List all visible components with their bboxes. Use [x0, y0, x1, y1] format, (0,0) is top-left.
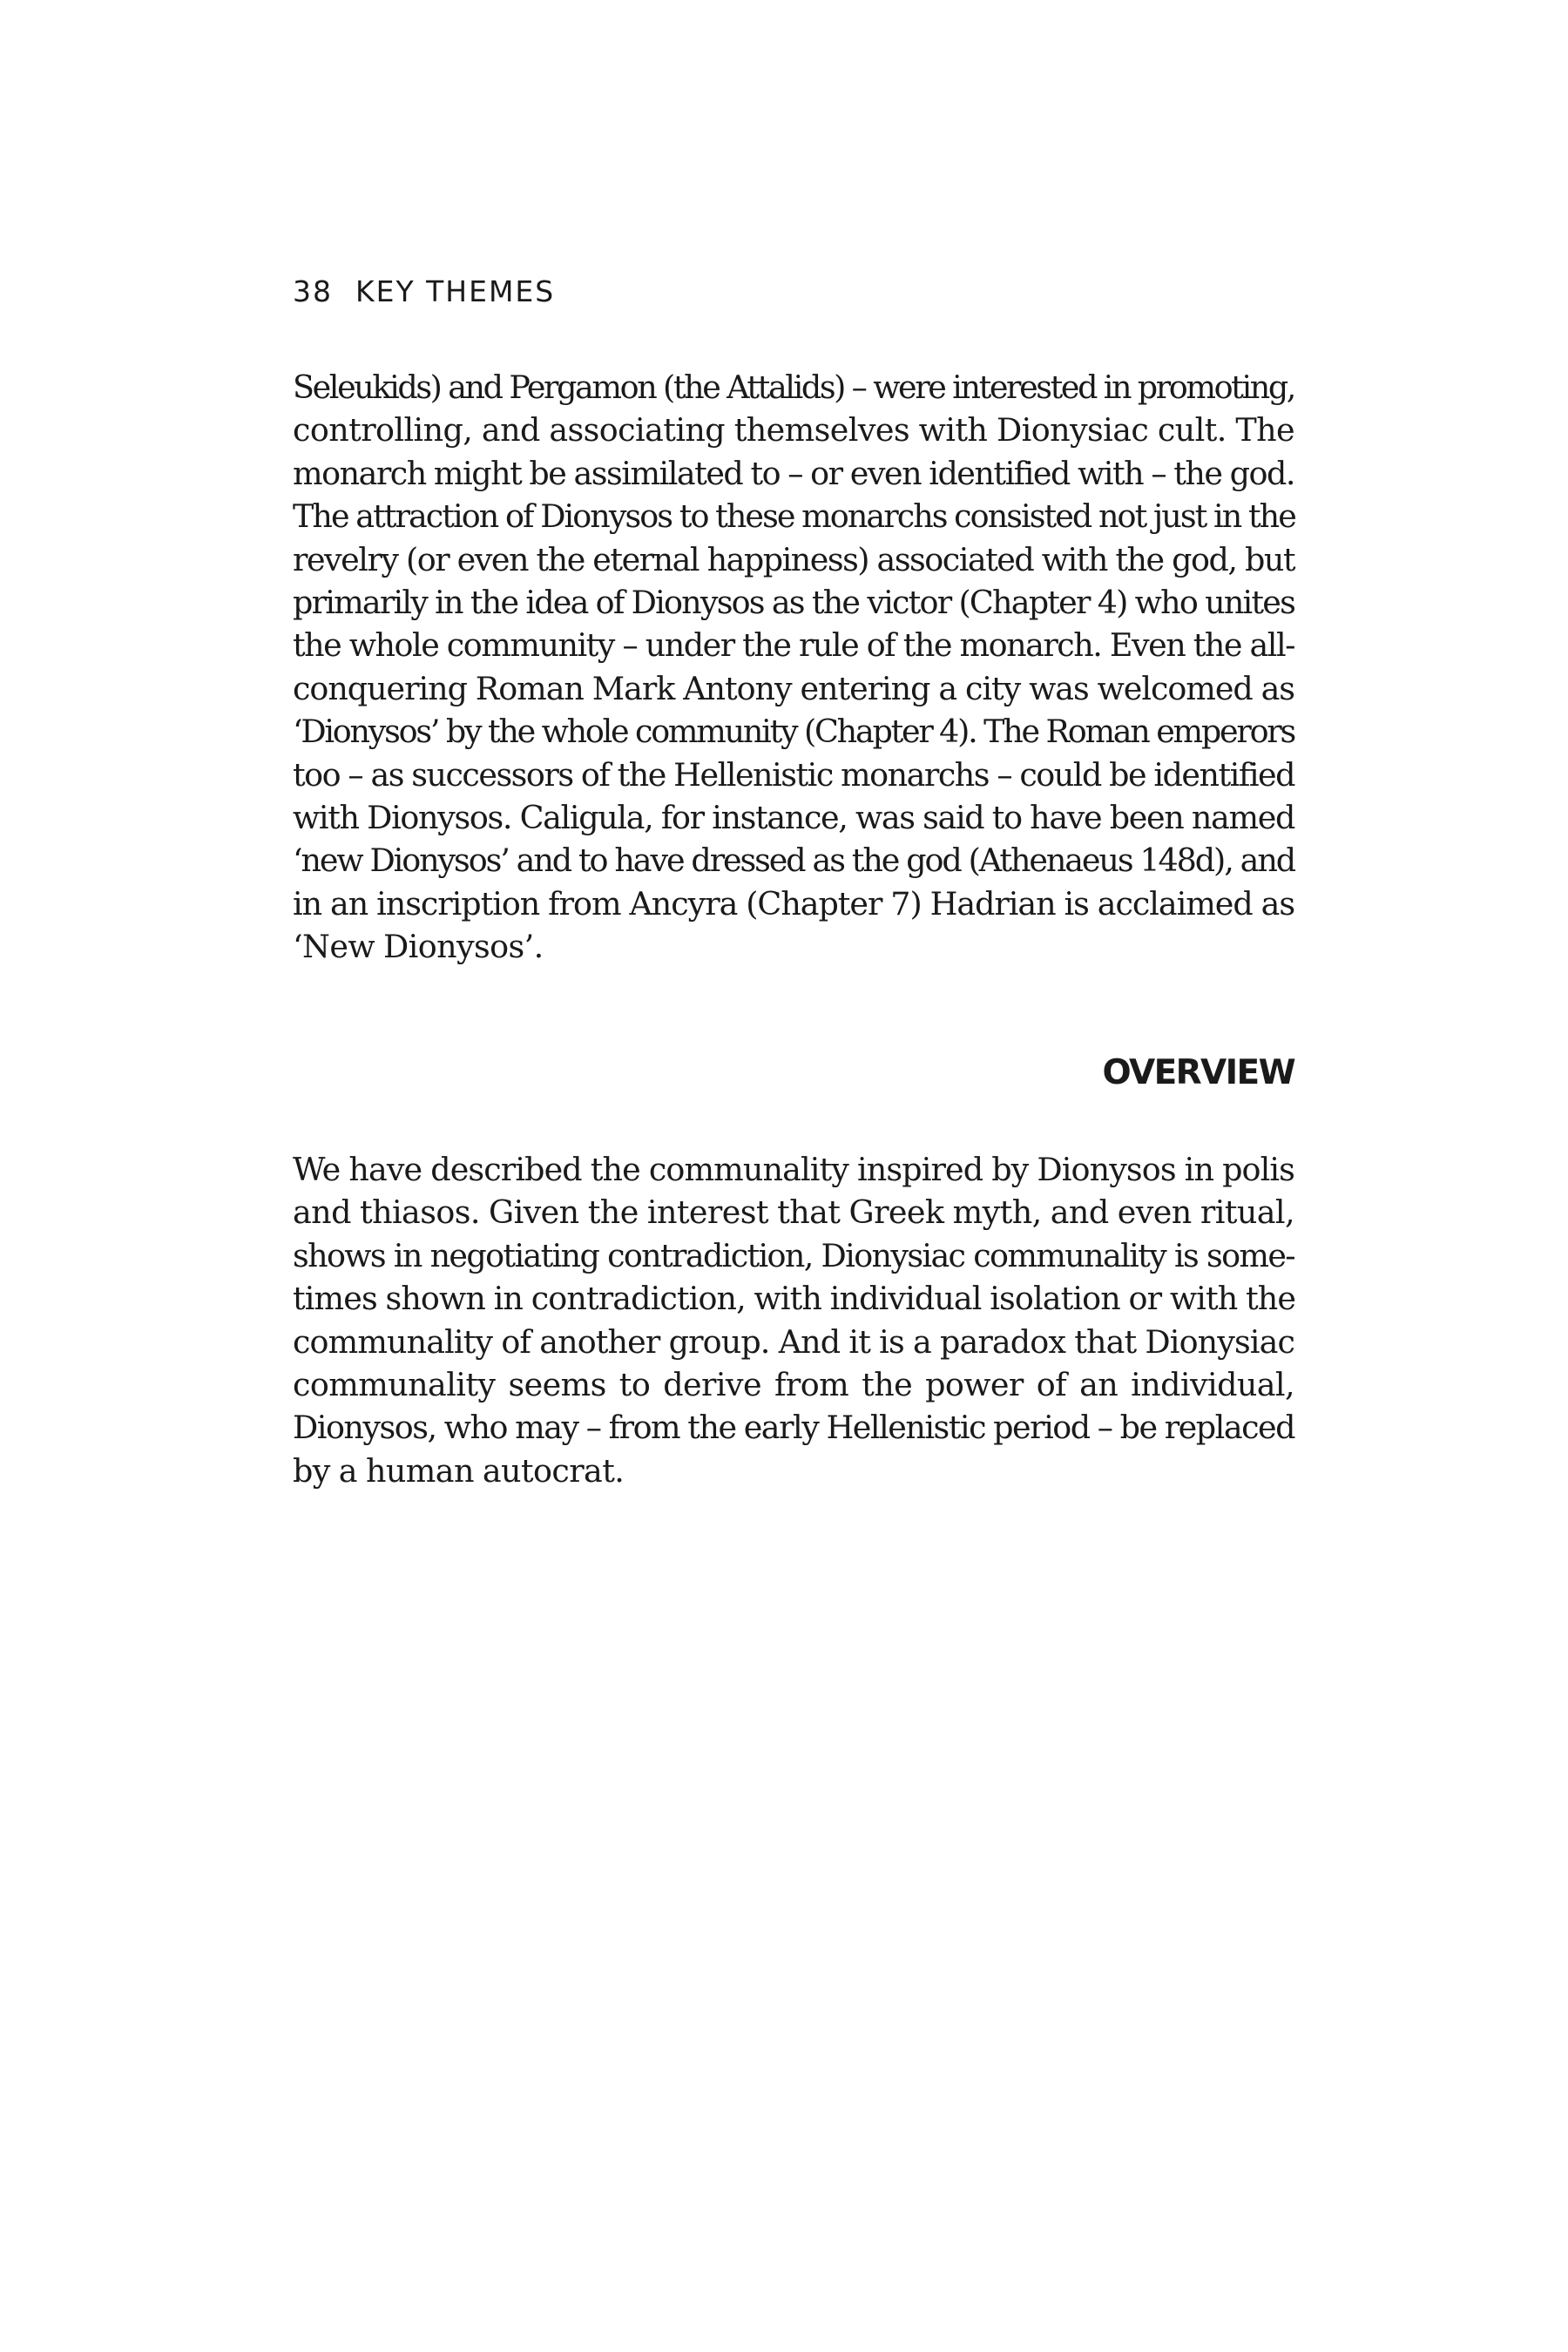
body-paragraph-1 — [293, 366, 1294, 968]
text-line: ‘New Dionysos’. — [293, 928, 544, 966]
text-line: The attraction of Dionysos to these monarchs consisted not just in the — [293, 497, 1295, 536]
running-head — [293, 274, 556, 308]
text-line: with Dionysos. Caligula, for instance, was said to have been named — [293, 798, 1294, 836]
running-head-title: KEY THEMES — [355, 274, 556, 308]
text-line: conquering Roman Mark Antony entering a city was welcomed as — [293, 669, 1294, 707]
text-line: the whole community – under the rule of the monarch. Even the all- — [293, 626, 1294, 665]
text-line: in an inscription from Ancyra (Chapter 7) Hadrian is acclaimed as — [293, 884, 1294, 923]
page-number: 38 — [293, 274, 333, 308]
text-line: shows in negotiating contradiction, Dionysiac communality is some- — [293, 1236, 1294, 1274]
text-line: controlling, and associating themselves with Dionysiac cult. The — [293, 411, 1294, 449]
section-heading-overview: OVERVIEW — [1102, 1053, 1294, 1092]
text-line: times shown in contradiction, with individual isolation or with the — [293, 1280, 1296, 1318]
text-line: ‘new Dionysos’ and to have dressed as the god (Athenaeus 148d), and — [293, 841, 1294, 880]
text-line: Seleukids) and Pergamon (the Attalids) – were interested in promoting, — [293, 368, 1294, 406]
text-line: communality of another group. And it is a paradox that Dionysiac — [293, 1322, 1294, 1361]
text-line: Dionysos, who may – from the early Hellenistic period – be replaced — [293, 1409, 1294, 1447]
text-line: and thiasos. Given the interest that Greek myth, and even ritual, — [293, 1193, 1294, 1232]
text-line: primarily in the idea of Dionysos as the victor (Chapter 4) who unites — [293, 583, 1294, 621]
text-line: communality seems to derive from the power of an individual, — [293, 1365, 1294, 1403]
text-line: by a human autocrat. — [293, 1451, 625, 1490]
body-paragraph-2 — [293, 1148, 1294, 1492]
text-line: revelry (or even the eternal happiness) associated with the god, but — [293, 540, 1294, 578]
text-line: ‘Dionysos’ by the whole community (Chapter 4). The Roman emperors — [293, 713, 1294, 751]
text-line: We have described the communality inspired by Dionysos in polis — [293, 1151, 1294, 1188]
text-line: too – as successors of the Hellenistic monarchs – could be identified — [293, 755, 1294, 794]
text-line: monarch might be assimilated to – or even identified with – the god. — [293, 454, 1294, 492]
